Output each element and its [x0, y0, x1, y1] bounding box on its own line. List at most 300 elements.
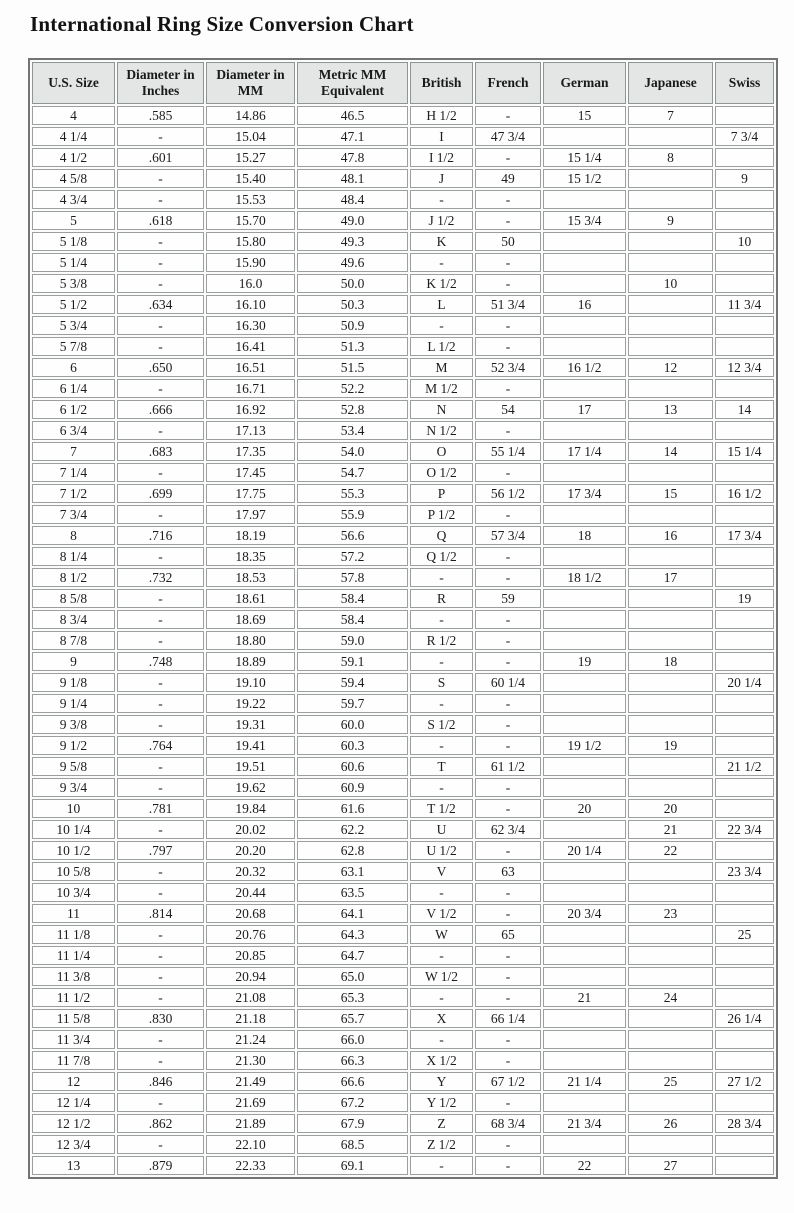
- table-cell: [715, 967, 774, 986]
- table-cell: [628, 232, 713, 251]
- table-cell: 9 1/2: [32, 736, 115, 755]
- table-cell: 16.41: [206, 337, 295, 356]
- table-cell: 15.40: [206, 169, 295, 188]
- table-cell: 62.8: [297, 841, 408, 860]
- table-cell: 52 3/4: [475, 358, 541, 377]
- table-cell: -: [475, 1093, 541, 1112]
- table-cell: 20.76: [206, 925, 295, 944]
- table-row: [32, 841, 774, 860]
- table-cell: [628, 715, 713, 734]
- table-row: [32, 820, 774, 839]
- table-row: [32, 1114, 774, 1133]
- table-cell: [543, 421, 626, 440]
- table-cell: [543, 694, 626, 713]
- table-cell: 60.3: [297, 736, 408, 755]
- column-header: German: [543, 62, 626, 104]
- table-cell: [543, 862, 626, 881]
- table-cell: P: [410, 484, 473, 503]
- table-cell: -: [475, 799, 541, 818]
- table-cell: 9 3/8: [32, 715, 115, 734]
- table-cell: 21.30: [206, 1051, 295, 1070]
- table-cell: -: [475, 190, 541, 209]
- table-cell: 6 1/4: [32, 379, 115, 398]
- table-row: [32, 232, 774, 251]
- table-cell: [543, 1051, 626, 1070]
- table-cell: .830: [117, 1009, 204, 1028]
- table-cell: 21 1/4: [543, 1072, 626, 1091]
- table-cell: 8 1/2: [32, 568, 115, 587]
- table-cell: 21: [628, 820, 713, 839]
- table-cell: [715, 463, 774, 482]
- table-row: [32, 1030, 774, 1049]
- table-cell: L: [410, 295, 473, 314]
- table-cell: 18.69: [206, 610, 295, 629]
- table-cell: 14: [715, 400, 774, 419]
- table-cell: [628, 169, 713, 188]
- table-cell: -: [117, 925, 204, 944]
- table-cell: 5 1/2: [32, 295, 115, 314]
- table-cell: -: [475, 946, 541, 965]
- table-cell: .879: [117, 1156, 204, 1175]
- table-cell: -: [475, 316, 541, 335]
- table-cell: 12 3/4: [715, 358, 774, 377]
- table-cell: [715, 715, 774, 734]
- table-cell: 20.20: [206, 841, 295, 860]
- table-cell: [715, 316, 774, 335]
- table-cell: J 1/2: [410, 211, 473, 230]
- table-cell: [715, 694, 774, 713]
- table-cell: -: [410, 736, 473, 755]
- table-cell: 64.3: [297, 925, 408, 944]
- table-cell: 12: [32, 1072, 115, 1091]
- table-cell: -: [410, 946, 473, 965]
- table-cell: [628, 337, 713, 356]
- table-cell: [543, 925, 626, 944]
- table-cell: 60.0: [297, 715, 408, 734]
- table-cell: 10 1/4: [32, 820, 115, 839]
- table-cell: J: [410, 169, 473, 188]
- table-cell: [628, 946, 713, 965]
- table-cell: 22: [628, 841, 713, 860]
- table-cell: -: [475, 1156, 541, 1175]
- table-cell: [543, 715, 626, 734]
- table-cell: -: [117, 820, 204, 839]
- table-cell: .634: [117, 295, 204, 314]
- table-cell: [628, 190, 713, 209]
- table-cell: .748: [117, 652, 204, 671]
- table-cell: Z 1/2: [410, 1135, 473, 1154]
- table-cell: 55 1/4: [475, 442, 541, 461]
- table-cell: R: [410, 589, 473, 608]
- table-cell: 6: [32, 358, 115, 377]
- table-cell: 5 7/8: [32, 337, 115, 356]
- table-cell: [543, 631, 626, 650]
- table-cell: [715, 253, 774, 272]
- table-cell: 63.5: [297, 883, 408, 902]
- ring-size-conversion-table: [28, 58, 778, 1179]
- table-cell: 20.68: [206, 904, 295, 923]
- table-cell: [715, 841, 774, 860]
- table-row: [32, 1009, 774, 1028]
- table-row: [32, 295, 774, 314]
- table-row: [32, 274, 774, 293]
- table-cell: -: [475, 568, 541, 587]
- table-cell: Y: [410, 1072, 473, 1091]
- table-cell: 19 1/2: [543, 736, 626, 755]
- table-cell: 19.31: [206, 715, 295, 734]
- table-cell: -: [117, 946, 204, 965]
- table-cell: 13: [628, 400, 713, 419]
- table-cell: 25: [715, 925, 774, 944]
- table-row: [32, 211, 774, 230]
- table-cell: 52.2: [297, 379, 408, 398]
- table-cell: -: [475, 631, 541, 650]
- table-cell: 15.70: [206, 211, 295, 230]
- table-cell: U 1/2: [410, 841, 473, 860]
- table-cell: [543, 589, 626, 608]
- table-cell: 17.13: [206, 421, 295, 440]
- table-cell: 54.0: [297, 442, 408, 461]
- table-cell: -: [475, 904, 541, 923]
- table-cell: 7: [628, 106, 713, 125]
- table-cell: 59.0: [297, 631, 408, 650]
- table-cell: 11 3/8: [32, 967, 115, 986]
- table-cell: 7 1/4: [32, 463, 115, 482]
- table-cell: 5 1/8: [32, 232, 115, 251]
- table-row: [32, 358, 774, 377]
- table-cell: H 1/2: [410, 106, 473, 125]
- table-cell: .814: [117, 904, 204, 923]
- table-row: [32, 190, 774, 209]
- table-cell: T: [410, 757, 473, 776]
- table-cell: 12 1/2: [32, 1114, 115, 1133]
- table-cell: -: [410, 568, 473, 587]
- table-cell: .781: [117, 799, 204, 818]
- table-cell: 26: [628, 1114, 713, 1133]
- table-cell: 6 3/4: [32, 421, 115, 440]
- table-cell: O 1/2: [410, 463, 473, 482]
- table-cell: -: [117, 673, 204, 692]
- table-cell: 62.2: [297, 820, 408, 839]
- table-cell: -: [117, 589, 204, 608]
- table-cell: -: [117, 1135, 204, 1154]
- table-cell: [628, 1135, 713, 1154]
- table-cell: [715, 652, 774, 671]
- table-cell: 67.9: [297, 1114, 408, 1133]
- table-cell: [628, 295, 713, 314]
- table-cell: 64.1: [297, 904, 408, 923]
- table-row: [32, 316, 774, 335]
- table-cell: -: [410, 652, 473, 671]
- table-cell: 62 3/4: [475, 820, 541, 839]
- table-cell: -: [117, 1030, 204, 1049]
- table-cell: 65.7: [297, 1009, 408, 1028]
- table-cell: [715, 1135, 774, 1154]
- table-cell: 8: [32, 526, 115, 545]
- table-cell: 14: [628, 442, 713, 461]
- table-cell: 18: [543, 526, 626, 545]
- table-cell: 19.51: [206, 757, 295, 776]
- table-cell: M 1/2: [410, 379, 473, 398]
- table-cell: 21.89: [206, 1114, 295, 1133]
- table-cell: 54: [475, 400, 541, 419]
- table-cell: -: [475, 463, 541, 482]
- table-row: [32, 253, 774, 272]
- table-cell: -: [117, 610, 204, 629]
- table-cell: -: [475, 652, 541, 671]
- table-cell: [543, 1030, 626, 1049]
- table-cell: 20 1/4: [715, 673, 774, 692]
- table-cell: V 1/2: [410, 904, 473, 923]
- table-cell: 51 3/4: [475, 295, 541, 314]
- header-row: [32, 62, 774, 104]
- table-cell: K 1/2: [410, 274, 473, 293]
- table-cell: 12: [628, 358, 713, 377]
- table-cell: -: [117, 421, 204, 440]
- table-cell: [543, 1135, 626, 1154]
- table-cell: 26 1/4: [715, 1009, 774, 1028]
- table-cell: 8 7/8: [32, 631, 115, 650]
- table-cell: Q: [410, 526, 473, 545]
- table-cell: 49.6: [297, 253, 408, 272]
- table-cell: -: [117, 778, 204, 797]
- table-cell: [715, 946, 774, 965]
- table-cell: 21.18: [206, 1009, 295, 1028]
- table-cell: [715, 883, 774, 902]
- table-cell: 50.3: [297, 295, 408, 314]
- table-cell: [543, 337, 626, 356]
- table-cell: 58.4: [297, 610, 408, 629]
- table-cell: 4 1/2: [32, 148, 115, 167]
- table-cell: 18: [628, 652, 713, 671]
- table-row: [32, 925, 774, 944]
- table-row: [32, 148, 774, 167]
- table-row: [32, 778, 774, 797]
- table-cell: [628, 673, 713, 692]
- table-cell: -: [475, 106, 541, 125]
- table-cell: [628, 862, 713, 881]
- table-cell: 48.1: [297, 169, 408, 188]
- table-cell: [628, 379, 713, 398]
- table-cell: [543, 610, 626, 629]
- column-header: Japanese: [628, 62, 713, 104]
- table-cell: 23: [628, 904, 713, 923]
- table-cell: 20.02: [206, 820, 295, 839]
- table-row: [32, 505, 774, 524]
- table-row: [32, 442, 774, 461]
- table-cell: W 1/2: [410, 967, 473, 986]
- table-cell: 56.6: [297, 526, 408, 545]
- table-cell: [628, 610, 713, 629]
- table-cell: 18.35: [206, 547, 295, 566]
- table-cell: -: [475, 505, 541, 524]
- table-row: [32, 1156, 774, 1175]
- table-row: [32, 127, 774, 146]
- table-row: [32, 400, 774, 419]
- table-cell: 9: [32, 652, 115, 671]
- table-cell: [628, 925, 713, 944]
- table-cell: 7 1/2: [32, 484, 115, 503]
- table-cell: 16 1/2: [715, 484, 774, 503]
- table-cell: O: [410, 442, 473, 461]
- table-cell: -: [117, 547, 204, 566]
- table-cell: 13: [32, 1156, 115, 1175]
- table-cell: 50.9: [297, 316, 408, 335]
- table-cell: 20: [628, 799, 713, 818]
- table-cell: 69.1: [297, 1156, 408, 1175]
- table-cell: -: [410, 1156, 473, 1175]
- table-cell: 17 3/4: [543, 484, 626, 503]
- table-cell: 20 3/4: [543, 904, 626, 923]
- table-cell: 20: [543, 799, 626, 818]
- table-cell: 19.10: [206, 673, 295, 692]
- table-cell: [543, 127, 626, 146]
- table-cell: -: [117, 169, 204, 188]
- table-cell: [715, 799, 774, 818]
- table-cell: 19: [543, 652, 626, 671]
- table-cell: 66.6: [297, 1072, 408, 1091]
- table-row: [32, 337, 774, 356]
- table-row: [32, 694, 774, 713]
- table-cell: -: [117, 463, 204, 482]
- table-cell: [628, 316, 713, 335]
- table-cell: 68 3/4: [475, 1114, 541, 1133]
- table-row: [32, 610, 774, 629]
- table-cell: 20 1/4: [543, 841, 626, 860]
- table-cell: [715, 1051, 774, 1070]
- table-cell: 9 1/8: [32, 673, 115, 692]
- table-cell: 15 1/4: [543, 148, 626, 167]
- table-cell: 67 1/2: [475, 1072, 541, 1091]
- table-row: [32, 967, 774, 986]
- table-cell: 15 1/4: [715, 442, 774, 461]
- table-cell: -: [475, 211, 541, 230]
- table-cell: [715, 904, 774, 923]
- table-cell: 21.08: [206, 988, 295, 1007]
- table-cell: [543, 778, 626, 797]
- table-cell: -: [117, 967, 204, 986]
- table-cell: 11 3/4: [32, 1030, 115, 1049]
- table-cell: -: [475, 736, 541, 755]
- table-cell: 24: [628, 988, 713, 1007]
- table-cell: [543, 190, 626, 209]
- table-cell: 58.4: [297, 589, 408, 608]
- table-cell: 4: [32, 106, 115, 125]
- table-cell: 21 3/4: [543, 1114, 626, 1133]
- table-row: [32, 1093, 774, 1112]
- table-cell: 51.3: [297, 337, 408, 356]
- table-cell: 20.94: [206, 967, 295, 986]
- table-cell: 20.44: [206, 883, 295, 902]
- table-cell: [543, 673, 626, 692]
- table-cell: 9 5/8: [32, 757, 115, 776]
- table-row: [32, 736, 774, 755]
- table-cell: 21: [543, 988, 626, 1007]
- table-cell: 15.04: [206, 127, 295, 146]
- table-cell: M: [410, 358, 473, 377]
- table-cell: .683: [117, 442, 204, 461]
- table-cell: 17 3/4: [715, 526, 774, 545]
- table-cell: U: [410, 820, 473, 839]
- table-cell: 18 1/2: [543, 568, 626, 587]
- table-row: [32, 799, 774, 818]
- table-cell: -: [475, 715, 541, 734]
- table-cell: 66.0: [297, 1030, 408, 1049]
- table-cell: 50: [475, 232, 541, 251]
- table-cell: -: [117, 190, 204, 209]
- table-cell: .862: [117, 1114, 204, 1133]
- table-cell: [715, 547, 774, 566]
- table-cell: 17.45: [206, 463, 295, 482]
- table-cell: 17.97: [206, 505, 295, 524]
- table-cell: 10: [628, 274, 713, 293]
- table-cell: 15.53: [206, 190, 295, 209]
- table-cell: X: [410, 1009, 473, 1028]
- table-cell: 8: [628, 148, 713, 167]
- table-cell: -: [117, 505, 204, 524]
- table-cell: 16 1/2: [543, 358, 626, 377]
- table-cell: -: [410, 883, 473, 902]
- table-cell: 5 1/4: [32, 253, 115, 272]
- table-cell: 21.24: [206, 1030, 295, 1049]
- table-cell: 59.1: [297, 652, 408, 671]
- table-cell: -: [117, 862, 204, 881]
- table-cell: N: [410, 400, 473, 419]
- table-cell: 14.86: [206, 106, 295, 125]
- table-cell: 57.8: [297, 568, 408, 587]
- table-cell: N 1/2: [410, 421, 473, 440]
- table-cell: [628, 127, 713, 146]
- table-cell: -: [410, 1030, 473, 1049]
- table-cell: [543, 883, 626, 902]
- table-cell: -: [475, 967, 541, 986]
- table-cell: 7 3/4: [715, 127, 774, 146]
- table-cell: Z: [410, 1114, 473, 1133]
- table-cell: [715, 190, 774, 209]
- table-cell: [715, 1030, 774, 1049]
- table-cell: [543, 547, 626, 566]
- table-cell: .666: [117, 400, 204, 419]
- table-cell: -: [475, 694, 541, 713]
- table-cell: 23 3/4: [715, 862, 774, 881]
- table-cell: -: [410, 988, 473, 1007]
- table-cell: 11 7/8: [32, 1051, 115, 1070]
- table-cell: [628, 505, 713, 524]
- table-cell: -: [117, 631, 204, 650]
- table-cell: W: [410, 925, 473, 944]
- table-row: [32, 379, 774, 398]
- table-cell: 22.33: [206, 1156, 295, 1175]
- table-cell: [715, 778, 774, 797]
- table-cell: 21.49: [206, 1072, 295, 1091]
- table-cell: -: [475, 841, 541, 860]
- table-cell: 61.6: [297, 799, 408, 818]
- table-cell: 46.5: [297, 106, 408, 125]
- table-cell: [715, 379, 774, 398]
- table-cell: T 1/2: [410, 799, 473, 818]
- table-cell: 10 3/4: [32, 883, 115, 902]
- table-cell: 63: [475, 862, 541, 881]
- table-cell: 16: [628, 526, 713, 545]
- table-cell: .618: [117, 211, 204, 230]
- table-cell: -: [475, 610, 541, 629]
- table-cell: [543, 463, 626, 482]
- table-cell: 60 1/4: [475, 673, 541, 692]
- table-cell: 19.84: [206, 799, 295, 818]
- table-cell: [715, 274, 774, 293]
- table-row: [32, 169, 774, 188]
- table-cell: [543, 232, 626, 251]
